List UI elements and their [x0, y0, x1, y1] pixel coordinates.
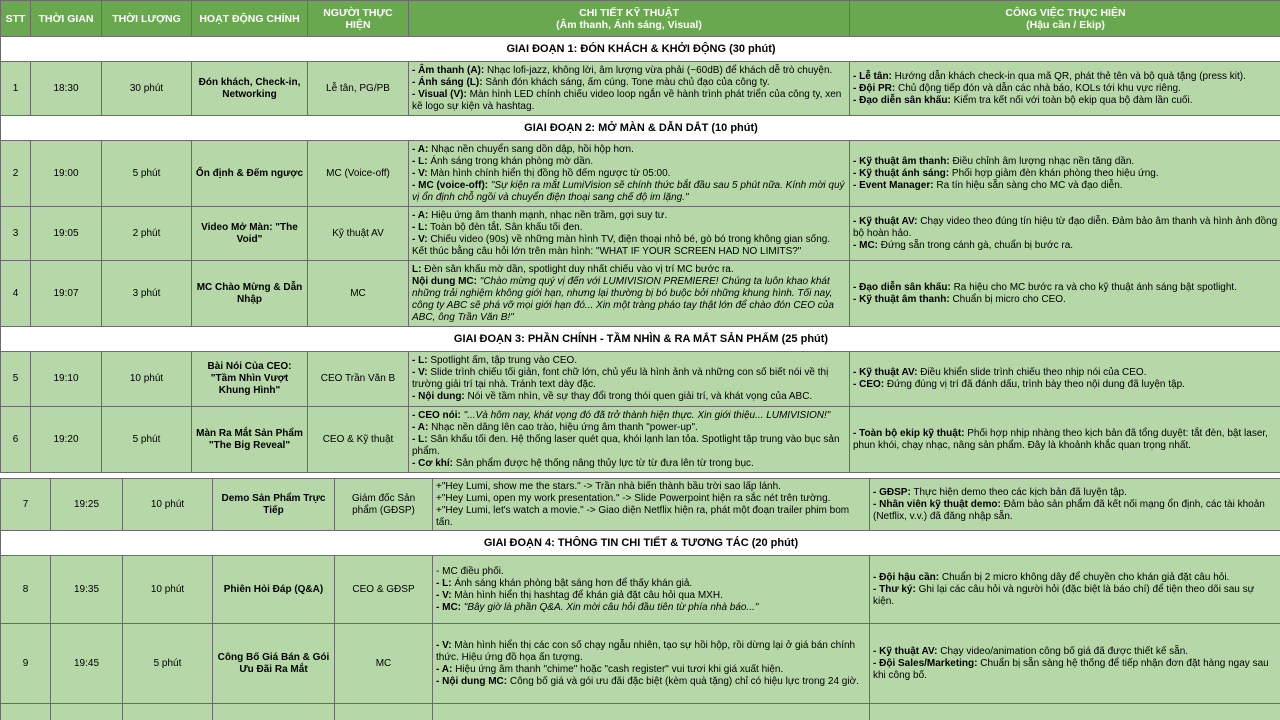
cell-stt[interactable]: 6 [1, 407, 31, 473]
cell-activity[interactable]: Bài Nói Của CEO: "Tầm Nhìn Vượt Khung Hình" [192, 352, 308, 407]
cell-stt[interactable]: 9 [1, 624, 51, 704]
cell-line-text: Màn hình chính hiển thị đồng hồ đếm ngược từ 05:00. [427, 167, 671, 179]
cell-line [412, 434, 846, 458]
schedule-table-bottom [0, 478, 1280, 720]
phase-title[interactable]: GIAI ĐOẠN 4: THÔNG TIN CHI TIẾT & TƯƠNG TÁC (20 phút) [1, 531, 1280, 556]
cell-line-text: +"Hey Lumi, show me the stars." -> Trần nhà biến thành bầu trời sao lấp lánh. [436, 480, 781, 492]
cell-line [412, 355, 846, 367]
cell-line-label: - A: [412, 421, 429, 433]
cell-line-label: - MC: [436, 601, 461, 613]
cell-line-text: +"Hey Lumi, open my work presentation." -> Slide Powerpoint hiện ra sắc nét trên tường. [436, 492, 831, 504]
cell-line [853, 216, 1278, 240]
cell-activity[interactable]: Video Mở Màn: "The Void" [192, 207, 308, 261]
cell-line [436, 676, 866, 688]
cell-line [853, 282, 1278, 294]
cell-tasks[interactable] [870, 479, 1280, 531]
header-row [1, 1, 1280, 37]
cell-line [853, 83, 1278, 95]
cell-details[interactable] [433, 479, 870, 531]
cell-line [412, 77, 846, 89]
cell-line-text: Toàn bộ đèn tắt. Sân khấu tối đen. [427, 221, 583, 233]
cell-line [873, 658, 1278, 682]
cell-line [873, 499, 1278, 523]
cell-line-label: - A: [412, 209, 429, 221]
cell-line-label: - Event Manager: [853, 179, 934, 191]
cell-stt[interactable]: 5 [1, 352, 31, 407]
cell-line [853, 240, 1278, 252]
cell-line-label: - Kỹ thuật âm thanh: [853, 155, 950, 167]
cell-time[interactable]: 19:20 [31, 407, 102, 473]
cell-duration[interactable]: 10 phút [123, 556, 213, 624]
phase-title[interactable]: GIAI ĐOẠN 3: PHẦN CHÍNH - TẦM NHÌN & RA MẮT SẢN PHẨM (25 phút) [1, 327, 1280, 352]
cell-line-text: Đứng đúng vị trí đã đánh dấu, trình bày theo nội dung đã luyện tập. [884, 379, 1185, 390]
cell-line-label: - Nhân viên kỹ thuật demo: [873, 498, 1001, 510]
cell-line-text: Chạy video theo đúng tín hiệu từ đạo diễn. Đảm bảo âm thanh và hình ảnh đồng bộ hoàn hảo. [853, 215, 1278, 239]
cell-line [412, 65, 846, 77]
header-duration[interactable]: THỜI LƯỢNG [102, 1, 192, 37]
cell-line-text: Thực hiện demo theo các kịch bản đã luyện tập. [910, 486, 1127, 498]
cell-line [412, 168, 846, 180]
cell-activity[interactable]: Công Bố Giá Bán & Gói Ưu Đãi Ra Mắt [213, 624, 335, 704]
cell-details[interactable] [409, 407, 850, 473]
cell-time[interactable]: 19:25 [51, 479, 123, 531]
cell-line [873, 487, 1278, 499]
cell-line [436, 640, 866, 664]
cell-line-text: Phối hợp giảm đèn khán phòng theo hiệu ứng. [949, 167, 1159, 179]
cell-line [853, 367, 1278, 379]
cell-line [873, 572, 1278, 584]
cell-line-text: Sản phẩm được hệ thống nâng thủy lực từ từ đưa lên từ trong bục. [453, 457, 754, 469]
cell-line [436, 664, 866, 676]
cell-line [873, 584, 1278, 608]
cell-line-label: - V: [412, 367, 428, 378]
cell-activity[interactable]: MC Chào Mừng & Dẫn Nhập [192, 261, 308, 327]
cell-line [412, 180, 846, 204]
cell-line-text: Nhạc nền chuyển sang dồn dập, hồi hộp hơn. [428, 143, 634, 155]
cell-line-label: - L: [412, 155, 428, 167]
cell-line-text: Màn hình hiển thị các con số chạy ngẫu nhiên, tạo sự hồi hộp, rồi dừng lại ở giá bán chính thức. Hiệu ứng đồ họa ấn tượng. [436, 639, 856, 663]
cell-line-text: Ánh sáng trong khán phòng mờ dần. [427, 155, 594, 167]
cell-tasks[interactable] [850, 261, 1280, 327]
cell-line [412, 458, 846, 470]
cell-tasks[interactable] [850, 141, 1280, 207]
cell-line [873, 646, 1278, 658]
cell-line-text: Sân khấu tối đen. Hệ thống laser quét qua, khói lạnh lan tỏa. Spotlight tập trung vào bục sản phẩm. [412, 433, 840, 457]
cell-line-text: Hướng dẫn khách check-in qua mã QR, phát thẻ tên và bộ quà tặng (press kit). [891, 70, 1246, 82]
cell-line [412, 210, 846, 222]
cell-line [436, 590, 866, 602]
cell-line [853, 379, 1278, 391]
phase-row-2 [1, 116, 1280, 141]
cell-line-text: "Bây giờ là phần Q&A. Xin mời câu hỏi đầu tiên từ phía nhà báo..." [461, 601, 759, 613]
cell-activity[interactable]: Màn Ra Mắt Sản Phẩm "The Big Reveal" [192, 407, 308, 473]
cell-duration[interactable]: 30 phút [102, 62, 192, 116]
cell-duration[interactable]: 5 phút [102, 407, 192, 473]
cell-time[interactable]: 19:10 [31, 352, 102, 407]
cell-time[interactable]: 19:00 [31, 141, 102, 207]
cell-line-label: - Toàn bộ ekip kỹ thuật: [853, 427, 965, 439]
table-row [1, 407, 1280, 473]
table-row [1, 207, 1280, 261]
cell-line-label: - Âm thanh (A): [412, 64, 485, 76]
cell-line-text: "Sự kiện ra mắt LumiVision sẽ chính thức bắt đầu sau 5 phút nữa. Kính mời quý vị ổn định chỗ ngồi và chuyển điện thoại sang chế độ im lặng." [412, 179, 845, 203]
cell-line-label: - GĐSP: [873, 486, 911, 498]
cell-line-label: - L: [412, 433, 428, 445]
cell-line-text: Hiệu ứng âm thanh "chime" hoặc "cash register" vui tươi khi giá xuất hiện. [452, 663, 784, 675]
cell-tasks[interactable] [850, 207, 1280, 261]
cell-time[interactable]: 19:35 [51, 556, 123, 624]
cell-line-label: L: [412, 263, 422, 275]
table-row [1, 62, 1280, 116]
cell-time[interactable]: 19:05 [31, 207, 102, 261]
cell-line-text: "...Và hôm nay, khát vọng đó đã trở thành hiện thực. Xin giới thiệu... LUMIVISION!" [460, 409, 831, 421]
cell-line-text: Chạy video/animation công bố giá đã được thiết kế sẵn. [937, 645, 1189, 657]
cell-details[interactable] [433, 624, 870, 704]
cell-line [436, 493, 866, 505]
header-time[interactable]: THỜI GIAN [31, 1, 102, 37]
phase-row-1 [1, 37, 1280, 62]
cell-line-label: - L: [412, 221, 428, 233]
cell-activity[interactable]: Đón khách, Check-in, Networking [192, 62, 308, 116]
cell-line-text: Ghi lại các câu hỏi và người hỏi (đặc biệt là báo chí) để tiện theo dõi sau sự kiện. [873, 583, 1255, 607]
phase-row-3 [1, 327, 1280, 352]
cell-line-text: Điều khiển slide trình chiếu theo nhịp nói của CEO. [917, 367, 1147, 378]
cell-line [436, 481, 866, 493]
cell-details[interactable] [433, 556, 870, 624]
cell-line [853, 294, 1278, 306]
cell-line-label: - Đạo diễn sân khấu: [853, 94, 951, 106]
cell-line-label: - Kỹ thuật AV: [853, 367, 918, 378]
cell-line-label: - Thư ký: [873, 583, 916, 595]
cell-activity[interactable]: Ổn định & Đếm ngược [192, 141, 308, 207]
cell-line [412, 264, 846, 276]
cell-line [412, 156, 846, 168]
cell-line-text: Ra hiệu cho MC bước ra và cho kỹ thuật ánh sáng bật spotlight. [950, 281, 1237, 293]
cell-line-label: - Kỹ thuật AV: [853, 215, 918, 227]
table-row [1, 624, 1280, 704]
cell-line-label: - Kỹ thuật AV: [873, 645, 938, 657]
table-row [1, 479, 1280, 531]
cell-stt[interactable]: 4 [1, 261, 31, 327]
header-performer[interactable]: NGƯỜI THỰC HIỆN [308, 1, 409, 37]
cell-line-label: - Nội dung: [412, 391, 465, 402]
cell-line-text: Phối hợp nhịp nhàng theo kịch bản đã tổng duyệt: tắt đèn, bật laser, phun khói, chạy nhạc, nâng sản phẩm. Đây là khoảnh khắc quan trọng nhất. [853, 427, 1268, 451]
cell-line-text: Đèn sân khấu mờ dần, spotlight duy nhất chiếu vào vị trí MC bước ra. [421, 263, 734, 275]
cell-line-text: Màn hình hiển thị hashtag để khán giả đặt câu hỏi qua MXH. [451, 589, 723, 601]
cell-line-label: - Đạo diễn sân khấu: [853, 281, 951, 293]
cell-line-text: Chuẩn bị micro cho CEO. [949, 293, 1066, 305]
cell-details[interactable] [409, 261, 850, 327]
cell-line-label: - MC: [853, 239, 878, 251]
cell-line-text: Chủ động tiếp đón và dẫn các nhà báo, KOLs tới khu vực riêng. [895, 82, 1181, 94]
cell-line-text: Kiểm tra kết nối với toàn bộ ekip qua bộ đàm lần cuối. [950, 94, 1193, 106]
cell-duration[interactable]: 5 phút [123, 624, 213, 704]
cell-line [853, 180, 1278, 192]
cell-line [436, 602, 866, 614]
cell-line-text: Slide trình chiếu tối giản, font chữ lớn, chủ yếu là hình ảnh và những con số biết nói về thị trường giải trí tại nhà. Tránh text dày đặc. [412, 367, 829, 390]
cell-line-text: "Chào mừng quý vị đến với LUMIVISION PREMIERE! Chúng ta luôn khao khát những trải nghiệm không giới hạn, nhưng lại thường bị bó buộc bởi những khung hình. Tối nay, công ty ABC sẽ phá vỡ mọi giới hạn đó... Xin một tràng pháo tay thật lớn để chào đón CEO của ABC, ông Trần Văn B!" [412, 275, 834, 323]
cell-performer[interactable]: Lễ tân, PG/PB [308, 62, 409, 116]
cell-stt[interactable]: 2 [1, 141, 31, 207]
cell-line-label: - Kỹ thuật âm thanh: [853, 293, 950, 305]
cell-line-text: Sảnh đón khách sáng, ấm cúng. Tone màu chủ đạo của công ty. [482, 76, 770, 88]
cell-tasks[interactable] [870, 556, 1280, 624]
cell-line-text: Chuẩn bị 2 micro không dây để chuyền cho khán giả đặt câu hỏi. [939, 571, 1230, 583]
cell-line [412, 391, 846, 403]
cell-stt[interactable]: 1 [1, 62, 31, 116]
cell-details[interactable] [409, 207, 850, 261]
cell-duration[interactable]: 2 phút [102, 207, 192, 261]
cell-line-label: - V: [412, 233, 428, 245]
phase-title[interactable]: GIAI ĐOẠN 2: MỞ MÀN & DẪN DẮT (10 phút) [1, 116, 1280, 141]
cell-stt[interactable]: 3 [1, 207, 31, 261]
cell-details[interactable] [409, 141, 850, 207]
cell-line-label: - MC (voice-off): [412, 179, 489, 191]
header-stt[interactable]: STT [1, 1, 31, 37]
header-tech[interactable]: CHI TIẾT KỸ THUẬT (Âm thanh, Ánh sáng, Visual) [409, 1, 850, 37]
table-row [1, 141, 1280, 207]
cell-stt[interactable]: 8 [1, 556, 51, 624]
cell-line-text: Đứng sẵn trong cánh gà, chuẩn bị bước ra. [878, 239, 1074, 251]
cell-line [412, 89, 846, 113]
cell-line [412, 234, 846, 258]
cell-line-label: - A: [412, 143, 429, 155]
cell-line-text: Chuẩn bị sẵn sàng hệ thống để tiếp nhận đơn đặt hàng ngay sau khi công bố. [873, 657, 1269, 681]
cell-line-label: - L: [436, 577, 452, 589]
cell-line-label: - Cơ khí: [412, 457, 453, 469]
cell-line-text: Đảm bảo sản phẩm đã kết nối mạng ổn định, các tài khoản (Netflix, v.v.) đã đăng nhập sẵn. [873, 498, 1265, 522]
cell-tasks[interactable] [850, 407, 1280, 473]
cell-performer[interactable]: CEO & Kỹ thuật [308, 407, 409, 473]
cell-line [853, 71, 1278, 83]
cell-line-label: - Lễ tân: [853, 70, 892, 82]
header-activity[interactable]: HOẠT ĐỘNG CHÍNH [192, 1, 308, 37]
cell-performer[interactable]: CEO & GĐSP [335, 556, 433, 624]
cell-line-label: Nội dung MC: [412, 275, 477, 287]
cell-line-text: Hiệu ứng âm thanh mạnh, nhạc nền trầm, gợi suy tư. [428, 209, 668, 221]
table-row [1, 352, 1280, 407]
cell-line-text: Màn hình LED chính chiếu video loop ngắn về hành trình phát triển của công ty, xen kẽ logo sự kiện và hashtag. [412, 88, 842, 112]
cell-line-label: - Đội PR: [853, 82, 896, 94]
cell-line-label: - Ánh sáng (L): [412, 76, 483, 88]
cell-duration[interactable]: 3 phút [102, 261, 192, 327]
cell-line [412, 367, 846, 391]
cell-line-label: - CEO nói: [412, 409, 461, 421]
cell-line-label: - V: [412, 167, 428, 179]
cell-line-text: Ánh sáng khán phòng bật sáng hơn để thấy khán giả. [451, 577, 693, 589]
cell-line-label: - Visual (V): [412, 88, 467, 100]
cell-duration[interactable]: 10 phút [102, 352, 192, 407]
cell-line [412, 410, 846, 422]
cell-time[interactable]: 18:30 [31, 62, 102, 116]
cell-line-text: Spotlight ấm, tập trung vào CEO. [427, 355, 578, 366]
cell-line [412, 144, 846, 156]
cell-activity[interactable]: Phiên Hỏi Đáp (Q&A) [213, 556, 335, 624]
cell-line [412, 276, 846, 324]
phase-row-4 [1, 531, 1280, 556]
cell-line-text: Ra tín hiệu sẵn sàng cho MC và đạo diễn. [933, 179, 1123, 191]
cell-time[interactable]: 19:07 [31, 261, 102, 327]
cell-line-label: - V: [436, 639, 452, 651]
cell-performer[interactable]: MC [308, 261, 409, 327]
cell-line-label: - Nội dung MC: [436, 675, 508, 687]
cell-duration[interactable]: 5 phút [102, 141, 192, 207]
cell-line [853, 156, 1278, 168]
cell-line-label: - Đội Sales/Marketing: [873, 657, 978, 669]
cell-performer[interactable]: Giám đốc Sản phẩm (GĐSP) [335, 479, 433, 531]
cell-tasks[interactable] [870, 624, 1280, 704]
table-row [1, 556, 1280, 624]
cell-details[interactable] [409, 352, 850, 407]
cell-details[interactable] [409, 62, 850, 116]
table-row [1, 261, 1280, 327]
cell-line-text: Nói về tầm nhìn, về sự thay đổi trong thói quen giải trí, và khát vọng của ABC. [464, 391, 813, 402]
cell-tasks[interactable] [850, 352, 1280, 407]
cell-line-label: - L: [412, 355, 428, 366]
cell-activity[interactable]: Demo Sản Phẩm Trực Tiếp [213, 479, 335, 531]
cell-line-text: Công bố giá và gói ưu đãi đặc biệt (kèm quà tặng) chỉ có hiệu lực trong 24 giờ. [507, 675, 859, 687]
cell-tasks[interactable] [850, 62, 1280, 116]
phase-title[interactable]: GIAI ĐOẠN 1: ĐÓN KHÁCH & KHỞI ĐỘNG (30 phút) [1, 37, 1280, 62]
cell-line-text: Nhạc nền dâng lên cao trào, hiệu ứng âm thanh "power-up". [428, 421, 698, 433]
cell-line-text: Chiếu video (90s) về những màn hình TV, điện thoại nhỏ bé, gò bó trong không gian sống. Kết thúc bằng câu hỏi lớn trên màn hình: "WHAT IF YOUR SCREEN HAD NO LIMITS?" [412, 233, 831, 257]
cell-line-text: +"Hey Lumi, let's watch a movie." -> Giao diện Netflix hiện ra, phát một đoạn trailer phim bom tấn. [436, 504, 850, 528]
cell-line [853, 428, 1278, 452]
cell-line-label: - V: [436, 589, 452, 601]
cell-performer[interactable]: MC [335, 624, 433, 704]
cell-duration[interactable]: 10 phút [123, 479, 213, 531]
cell-line [853, 95, 1278, 107]
table-row-partial [1, 704, 1280, 720]
cell-line-text: Điều chỉnh âm lượng nhạc nền tăng dần. [949, 155, 1135, 167]
cell-performer[interactable]: MC (Voice-off) [308, 141, 409, 207]
cell-stt[interactable]: 7 [1, 479, 51, 531]
header-tasks[interactable]: CÔNG VIỆC THỰC HIỆN (Hậu cần / Ekip) [850, 1, 1280, 37]
cell-line [853, 168, 1278, 180]
cell-performer[interactable]: Kỹ thuật AV [308, 207, 409, 261]
cell-line-text: Nhạc lofi-jazz, không lời, âm lượng vừa phải (~60dB) để khách dễ trò chuyện. [484, 64, 833, 76]
cell-line-text: - MC điều phối. [436, 565, 504, 577]
cell-line [412, 422, 846, 434]
cell-time[interactable]: 19:45 [51, 624, 123, 704]
cell-line [436, 505, 866, 529]
cell-performer[interactable]: CEO Trần Văn B [308, 352, 409, 407]
cell-line-label: - Kỹ thuật ánh sáng: [853, 167, 950, 179]
cell-line [436, 566, 866, 578]
cell-line [436, 578, 866, 590]
cell-line-label: - Đội hậu cần: [873, 571, 940, 583]
cell-line-label: - A: [436, 663, 453, 675]
cell-line [412, 222, 846, 234]
cell-line-label: - CEO: [853, 379, 885, 390]
